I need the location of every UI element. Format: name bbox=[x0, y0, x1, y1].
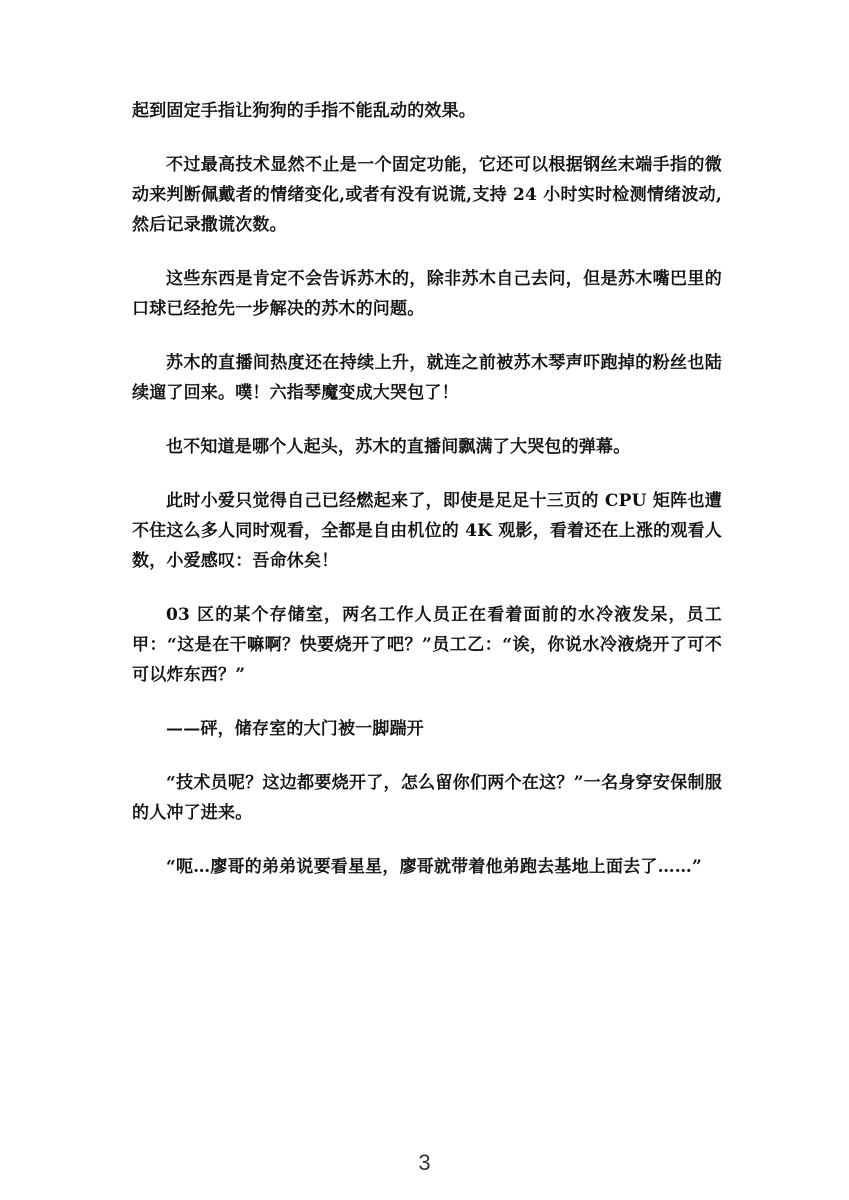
page-number: 3 bbox=[418, 1150, 431, 1175]
paragraph-3: 这些东西是肯定不会告诉苏木的，除非苏木自己去问，但是苏木嘴巴里的口球已经抢先一步解决的苏木的问题。 bbox=[132, 269, 722, 319]
paragraph-10: “呃…廖哥的弟弟说要看星星，廖哥就带着他弟跑去基地上面去了……” bbox=[166, 857, 702, 877]
paragraph-7: 03 区的某个存储室，两名工作人员正在看着面前的水冷液发呆，员工甲：“这是在干嘛啊？快要烧开了吧？”员工乙：“诶，你说水冷液烧开了可不可以炸东西？” bbox=[132, 605, 722, 685]
paragraph-5: 也不知道是哪个人起头，苏木的直播间飘满了大哭包的弹幕。 bbox=[166, 437, 631, 457]
paragraph-4: 苏木的直播间热度还在持续上升，就连之前被苏木琴声吓跑掉的粉丝也陆续遛了回来。噗！六指琴魔变成大哭包了！ bbox=[132, 353, 722, 403]
paragraph-8: ——砰，储存室的大门被一脚踹开 bbox=[166, 719, 424, 739]
paragraph-1: 起到固定手指让狗狗的手指不能乱动的效果。 bbox=[132, 101, 476, 121]
paragraph-2: 不过最高技术显然不止是一个固定功能，它还可以根据钢丝末端手指的微动来判断佩戴者的情绪变化,或者有没有说谎,支持 24 小时实时检测情绪波动,然后记录撒谎次数。 bbox=[132, 155, 722, 235]
document-body bbox=[132, 96, 722, 906]
paragraph-6: 此时小爱只觉得自己已经燃起来了，即使是足足十三页的 CPU 矩阵也遭不住这么多人同时观看，全都是自由机位的 4K 观影，看着还在上涨的观看人数，小爱感叹：吾命休矣！ bbox=[132, 491, 722, 571]
paragraph-9: “技术员呢？这边都要烧开了，怎么留你们两个在这？”一名身穿安保制服的人冲了进来。 bbox=[132, 773, 722, 823]
